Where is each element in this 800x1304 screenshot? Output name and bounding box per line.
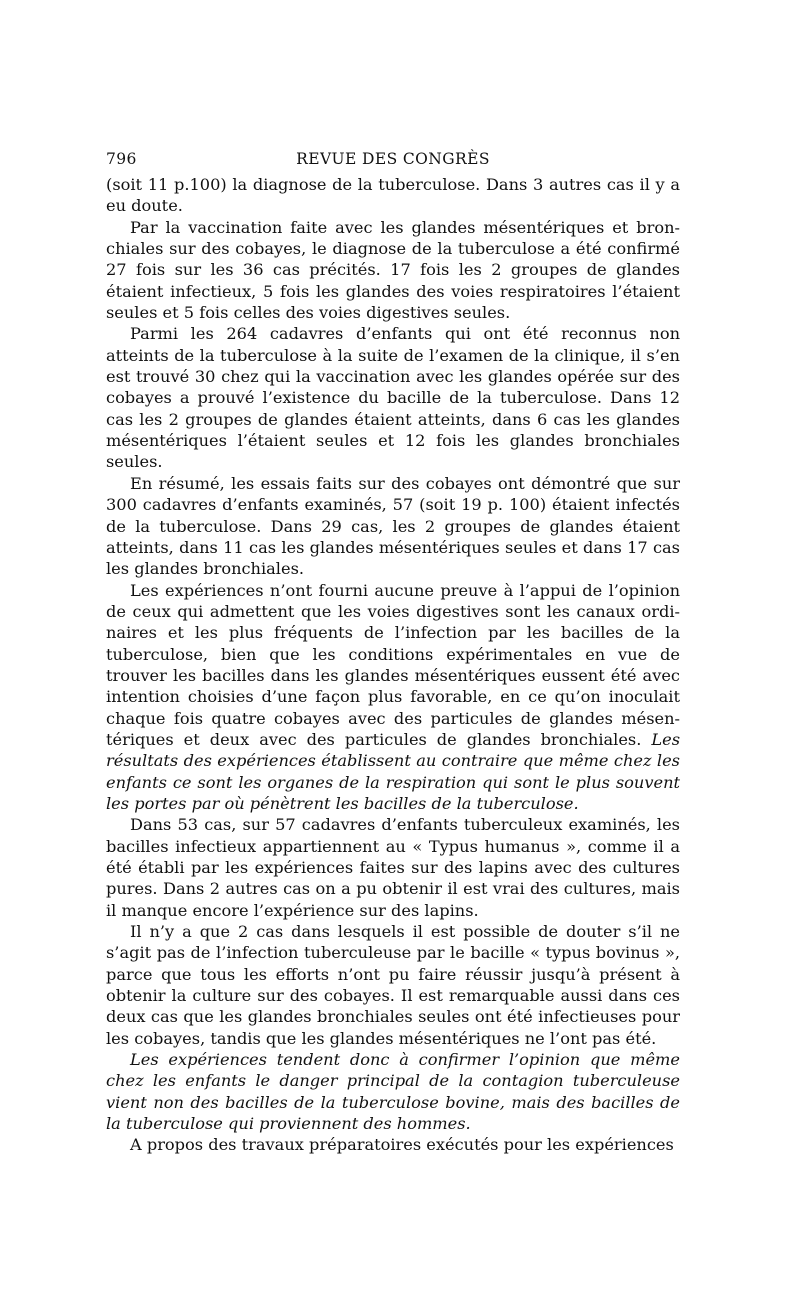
text-run: (soit 11 p.100) la diagnose de la tuberculose. Dans 3 autres cas il y a eu doute.: [106, 175, 680, 216]
text-run: Les expériences n’ont fourni aucune preuve à l’appui de l’opinion de ceux qui admettent que les voies digestives sont les canaux ordinaires et les plus fréquents de l’infection par les bacilles de la tuberculose, bien que les conditions expérimentales en vue de trouver les bacilles dans les glandes mésentériques eussent été avec intention choisies d’une façon plus favorable, en ce qu’on inoculait chaque fois quatre cobayes avec des particules de glandes mésentériques et deux avec des particules de glandes bronchiales.: [106, 580, 680, 749]
body-text: [106, 174, 680, 1156]
italic-text-run: Les expériences tendent donc à confirmer l’opinion que même chez les enfants le danger principal de la contagion tuberculeuse vient non des bacilles de la tuberculose bovine, mais des bacilles de la tuberculose qui proviennent des hommes.: [106, 1050, 680, 1134]
paragraph-1: [106, 174, 680, 217]
paragraph-4: [106, 473, 680, 580]
italic-text-run: Les résultats des expériences établissent au contraire que même chez les enfants ce sont les organes de la respiration qui sont le plus souvent les portes par où pénètrent les bacilles de la tuberculose.: [106, 729, 680, 813]
book-page: [106, 150, 680, 1156]
text-run: Dans 53 cas, sur 57 cadavres d’enfants tuberculeux examinés, les bacilles infectieux appartiennent au « Typus humanus », comme il a été établi par les expériences faites sur des lapins avec des cultures pures. Dans 2 autres cas on a pu obtenir il est vrai des cultures, mais il manque encore l’expérience sur des lapins.: [106, 815, 680, 920]
running-head: [106, 150, 680, 174]
paragraph-7: [106, 921, 680, 1049]
text-run: En résumé, les essais faits sur des cobayes ont démontré que sur 300 cadavres d’enfants examinés, 57 (soit 19 p. 100) étaient infectés de la tuberculose. Dans 29 cas, les 2 groupes de glandes étaient atteints, dans 11 cas les glandes mésentériques seules et dans 17 cas les glandes bronchiales.: [106, 473, 680, 579]
paragraph-9: [106, 1134, 680, 1155]
text-run: A propos des travaux préparatoires exécutés pour les expériences: [130, 1135, 674, 1155]
page-number: 796: [106, 150, 137, 168]
paragraph-6: [106, 814, 680, 921]
paragraph-3: [106, 323, 680, 472]
text-run: Par la vaccination faite avec les glandes mésentériques et bronchiales sur des cobayes, le diagnose de la tuberculose a été confirmé 27 fois sur les 36 cas précités. 17 fois les 2 groupes de glandes étaient infectieux, 5 fois les glandes des voies respiratoires l’étaient seules et 5 fois celles des voies digestives seules.: [106, 217, 680, 323]
paragraph-8: [106, 1049, 680, 1134]
text-run: Il n’y a que 2 cas dans lesquels il est possible de douter s’il ne s’agit pas de l’infection tuberculeuse par le bacille « typus bovinus », parce que tous les efforts n’ont pu faire réussir jusqu’à présent à obtenir la culture sur des cobayes. Il est remarquable aussi dans ces deux cas que les glandes bronchiales seules ont été infectieuses pour les cobayes, tandis que les glandes mésentériques ne l’ont pas été.: [106, 922, 680, 1048]
journal-title: REVUE DES CONGRÈS: [296, 150, 490, 168]
paragraph-5: [106, 580, 680, 815]
text-run: Parmi les 264 cadavres d’enfants qui ont été reconnus non atteints de la tuberculose à la suite de l’examen de la clinique, il s’en est trouvé 30 chez qui la vaccination avec les glandes opérée sur des cobayes a prouvé l’existence du bacille de la tuberculose. Dans 12 cas les 2 groupes de glandes étaient atteints, dans 6 cas les glandes mésentériques l’étaient seules et 12 fois les glandes bronchiales seules.: [106, 324, 680, 472]
paragraph-2: [106, 217, 680, 324]
